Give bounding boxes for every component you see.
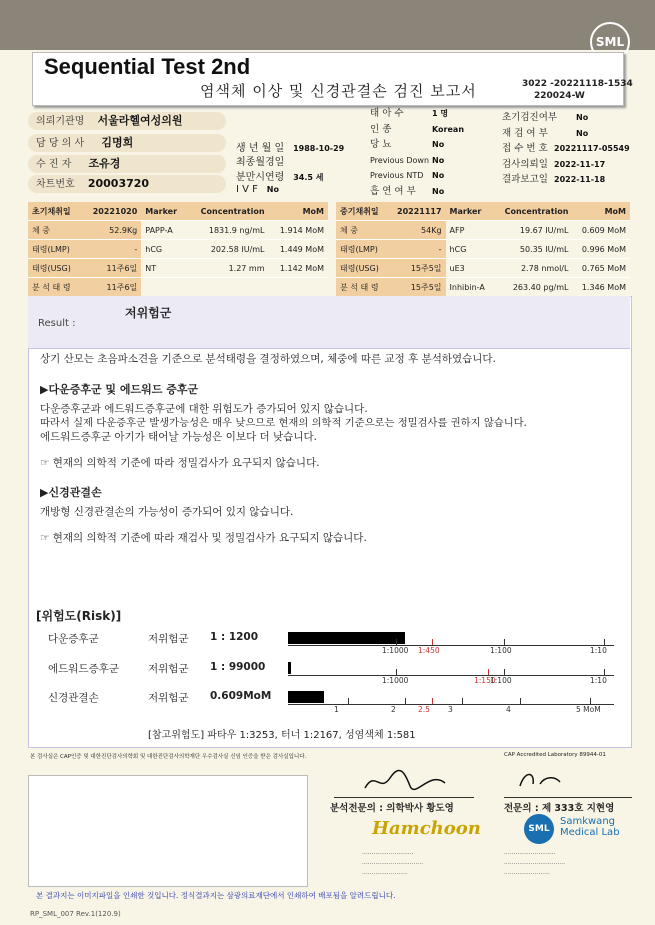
table-cell-l: 태령(USG) xyxy=(28,259,81,278)
doctor-value: 김명희 xyxy=(101,136,134,149)
risk-level: 저위험군 xyxy=(148,692,189,704)
race-value: Korean xyxy=(432,124,465,134)
report-title: Sequential Test 2nd xyxy=(44,54,251,79)
scale-label: 2 xyxy=(391,705,396,714)
table-cell-v: - xyxy=(388,240,446,259)
samkwang-address: ··························· ································ ························ xyxy=(504,851,566,878)
patient-row xyxy=(28,155,226,173)
result-intro: 상기 산모는 초음파소견을 기준으로 분석태령을 결정하였으며, 체중에 따른 교정 후 분석하였습니다. xyxy=(40,353,496,365)
risk-level: 저위험군 xyxy=(148,663,189,675)
table-row xyxy=(336,240,630,259)
scale-label: 1:10 xyxy=(590,646,607,655)
table-row xyxy=(336,202,630,221)
table-cell-l: 체 중 xyxy=(28,221,81,240)
table-cell-o: 1.142 MoM xyxy=(269,259,328,278)
report-subtitle: 염색체 이상 및 신경관결손 검진 보고서 xyxy=(200,82,477,100)
scale-tick xyxy=(405,698,406,704)
scale-label: 5 MoM xyxy=(576,705,601,714)
scale-tick xyxy=(604,639,605,645)
scale-tick xyxy=(604,669,605,675)
down-note: ☞ 현재의 의학적 기준에 따라 정밀검사가 요구되지 않습니다. xyxy=(40,457,320,469)
table-cell-m: Inhibin-A xyxy=(446,278,494,297)
samkwang-logo-icon: SML xyxy=(524,814,554,844)
scale-label: 2.5 xyxy=(418,705,430,714)
receipt-value: 20221117-05549 xyxy=(554,144,630,154)
scale-label: 1:100 xyxy=(490,676,512,685)
table-cell-v: 11주6일 xyxy=(81,278,141,297)
chart-row xyxy=(28,175,226,193)
chart-label: 차트번호 xyxy=(36,179,75,190)
risk-scale-line xyxy=(288,645,614,646)
table-cell-v: - xyxy=(81,240,141,259)
table-cell-c: 50.35 IU/mL xyxy=(493,240,572,259)
table-cell-c: Concentration xyxy=(187,202,269,221)
first-check-value: No xyxy=(576,113,589,122)
ivf-label: I V F xyxy=(236,184,258,195)
scale-tick xyxy=(504,669,505,675)
table-cell-l: 태령(USG) xyxy=(336,259,388,278)
fetus-value: 1 명 xyxy=(432,109,449,118)
fetus-label: 태 아 수 xyxy=(370,108,404,119)
ntd-line-1: 개방형 신경관결손의 가능성이 증가되어 있지 않습니다. xyxy=(40,506,294,518)
dob-value: 1988-10-29 xyxy=(293,144,345,153)
risk-value: 1 : 99000 xyxy=(210,661,266,673)
table-cell-o: 0.609 MoM xyxy=(572,221,630,240)
table-cell-o xyxy=(269,278,328,297)
signature-1-label: 분석전문의 : 의학박사 황도영 xyxy=(330,803,454,814)
scale-tick xyxy=(590,698,591,704)
ntd-section-heading: ▶신경관결손 xyxy=(40,486,102,499)
race-label: 인 종 xyxy=(370,123,392,135)
table-cell-m: hCG xyxy=(446,240,494,259)
dob-label: 생 년 월 일 xyxy=(236,143,285,154)
down-line-1: 다운증후군과 에드워드증후군에 대한 위험도가 증가되어 있지 않습니다. xyxy=(40,403,368,415)
table-cell-v: 54Kg xyxy=(388,221,446,240)
scale-label: 1:10 xyxy=(590,676,607,685)
report-number-line2: 220024-W xyxy=(534,91,585,101)
signature-1 xyxy=(360,768,450,794)
table-cell-m: AFP xyxy=(446,221,494,240)
table-cell-c: 263.40 pg/mL xyxy=(493,278,572,297)
table-cell-v: 52.9Kg xyxy=(81,221,141,240)
report-number-line1: 3022 -20221118-1534 xyxy=(522,79,633,89)
result-value: 저위험군 xyxy=(125,306,172,320)
receipt-label: 접 수 번 호 xyxy=(502,143,548,155)
risk-level: 저위험군 xyxy=(148,633,189,645)
scale-label: 1 xyxy=(334,705,339,714)
table-cell-m: PAPP-A xyxy=(141,221,186,240)
table-row xyxy=(28,259,328,278)
risk-bar xyxy=(288,632,405,644)
age-value: 34.5 세 xyxy=(293,173,324,182)
smoking-value: No xyxy=(432,186,445,196)
down-line-3: 에드워드증후군 아기가 태어날 가능성은 이보다 더 낮습니다. xyxy=(40,431,317,443)
scale-label: 1:450 xyxy=(418,646,440,655)
institution-value: 서울라헬여성의원 xyxy=(97,114,183,127)
footer-blank-box xyxy=(28,775,308,887)
risk-title: [위험도(Risk)] xyxy=(36,609,122,623)
table-cell-c: 2.78 nmol/L xyxy=(493,259,572,278)
age-row xyxy=(236,168,323,183)
risk-bar xyxy=(288,691,324,703)
down-section-text xyxy=(40,402,632,444)
scale-tick xyxy=(396,669,397,675)
institution-label: 의뢰기관명 xyxy=(36,116,85,127)
risk-name: 신경관결손 xyxy=(48,692,99,704)
risk-scale-line xyxy=(288,675,614,676)
scale-tick xyxy=(488,669,489,675)
table-row xyxy=(28,240,328,259)
down-line-2: 따라서 실제 다운증후군 발생가능성은 매우 낮으므로 현재의 의학적 기준으로는 정밀검사를 권하지 않습니다. xyxy=(40,417,527,429)
age-label: 분만시연령 xyxy=(236,172,285,183)
table-cell-o: 0.996 MoM xyxy=(572,240,630,259)
table-cell-m xyxy=(141,278,186,297)
accreditation-note: 본 검사실은 CAP인증 및 대한진단검사의학회 및 대한진단검사의학재단 우수검사실 신임 인증을 받은 검사실입니다. xyxy=(30,754,307,760)
table-cell-v: 20221020 xyxy=(81,202,141,221)
risk-name: 에드워드증후군 xyxy=(48,663,120,675)
smoking-label: 흡 연 여 부 xyxy=(370,185,416,197)
down-section-heading: ▶다운증후군 및 에드워드 증후군 xyxy=(40,383,199,396)
ivf-row xyxy=(236,184,279,195)
table-cell-m: uE3 xyxy=(446,259,494,278)
table-cell-o: 1.914 MoM xyxy=(269,221,328,240)
sml-logo: SML xyxy=(590,22,630,62)
scale-tick xyxy=(348,698,349,704)
prev-down-value: No xyxy=(432,155,445,165)
lmp-label: 최종월경일 xyxy=(236,157,285,168)
hamchoon-logo: Hamchoon xyxy=(372,818,481,839)
retest-label: 재 검 여 부 xyxy=(502,127,548,139)
risk-value: 1 : 1200 xyxy=(210,631,259,643)
report-number xyxy=(522,78,633,102)
scale-label: 1:100 xyxy=(490,646,512,655)
prev-ntd-value: No xyxy=(432,171,445,181)
table-cell-o: MoM xyxy=(269,202,328,221)
table-cell-l: 중기채취일 xyxy=(336,202,388,221)
table-row xyxy=(28,221,328,240)
table-cell-m: Marker xyxy=(446,202,494,221)
table-row xyxy=(28,278,328,297)
table-cell-v: 15주5일 xyxy=(388,259,446,278)
signature-2-line xyxy=(504,797,632,798)
table-cell-v: 15주5일 xyxy=(388,278,446,297)
test-date-value: 2022-11-17 xyxy=(554,159,606,169)
table-cell-v: 11주6일 xyxy=(81,259,141,278)
ntd-note: ☞ 현재의 의학적 기준에 따라 재검사 및 정밀검사가 요구되지 않습니다. xyxy=(40,532,367,544)
table-cell-l: 초기채취일 xyxy=(28,202,81,221)
scale-tick xyxy=(432,639,433,645)
signature-2-label: 전문의 : 제 333호 지현영 xyxy=(504,803,615,814)
samkwang-name xyxy=(560,816,620,838)
hamchoon-address: ··························· ································ ························ xyxy=(362,851,424,878)
retest-value: No xyxy=(576,128,589,138)
table-cell-l: 분 석 태 령 xyxy=(28,278,81,297)
table-row xyxy=(336,221,630,240)
reference-risk: [참고위험도] 파타우 1:3253, 터너 1:2167, 성염색체 1:581 xyxy=(148,730,416,741)
second-trimester-table xyxy=(336,202,630,297)
patient-value: 조유경 xyxy=(88,157,121,170)
table-cell-l: 태령(LMP) xyxy=(336,240,388,259)
scale-tick xyxy=(504,639,505,645)
table-row xyxy=(336,259,630,278)
patient-label: 수 진 자 xyxy=(36,159,72,170)
result-band xyxy=(28,296,630,349)
test-date-label: 검사의뢰일 xyxy=(502,158,548,170)
table-row xyxy=(336,278,630,297)
first-check-label: 초기검진여부 xyxy=(502,112,558,123)
scale-tick xyxy=(462,698,463,704)
table-cell-c xyxy=(187,278,269,297)
form-code: RP_SML_007 Rev.1(120.9) xyxy=(30,910,121,918)
table-cell-o: MoM xyxy=(572,202,630,221)
prev-ntd-label: Previous NTD xyxy=(370,171,424,181)
scale-tick xyxy=(432,698,433,704)
chart-value: 20003720 xyxy=(87,177,150,190)
samkwang-name-2: Medical Lab xyxy=(560,827,620,838)
dob-row xyxy=(236,139,344,154)
scale-label: 1:150 xyxy=(474,676,496,685)
signature-2 xyxy=(515,768,565,792)
ivf-value: No xyxy=(266,185,279,194)
table-cell-o: 1.346 MoM xyxy=(572,278,630,297)
doctor-row xyxy=(28,134,226,152)
scale-label: 1:1000 xyxy=(382,676,409,685)
first-trimester-table xyxy=(28,202,328,297)
table-cell-l: 분 석 태 령 xyxy=(336,278,388,297)
table-cell-o: 1.449 MoM xyxy=(269,240,328,259)
doctor-label: 담 당 의 사 xyxy=(36,138,85,149)
result-date-value: 2022-11-18 xyxy=(554,175,606,185)
prev-down-label: Previous Down xyxy=(370,155,430,165)
cap-note: CAP Accredited Laboratory 89944-01 xyxy=(504,752,606,758)
signature-1-line xyxy=(334,797,474,798)
footer-disclaimer: 본 결과지는 이미지파일을 인쇄한 것입니다. 정식결과지는 삼광의료재단에서 인쇄하여 배포됨을 알려드립니다. xyxy=(36,891,396,900)
table-cell-m: Marker xyxy=(141,202,186,221)
test-info xyxy=(502,110,630,188)
table-cell-o: 0.765 MoM xyxy=(572,259,630,278)
result-date-label: 결과보고일 xyxy=(502,174,548,186)
table-cell-c: Concentration xyxy=(493,202,572,221)
table-cell-v: 20221117 xyxy=(388,202,446,221)
table-row xyxy=(28,202,328,221)
risk-name: 다운증후군 xyxy=(48,633,99,645)
scale-label: 3 xyxy=(448,705,453,714)
institution-row xyxy=(28,112,226,130)
diabetes-label: 당 뇨 xyxy=(370,139,392,151)
header-bar xyxy=(0,0,655,50)
table-cell-c: 1.27 mm xyxy=(187,259,269,278)
scale-label: 4 xyxy=(506,705,511,714)
table-cell-c: 202.58 IU/mL xyxy=(187,240,269,259)
table-cell-l: 체 중 xyxy=(336,221,388,240)
diabetes-value: No xyxy=(432,140,445,150)
scale-tick xyxy=(520,698,521,704)
table-cell-l: 태령(LMP) xyxy=(28,240,81,259)
table-cell-m: NT xyxy=(141,259,186,278)
risk-value: 0.609MoM xyxy=(210,690,272,702)
scale-label: 1:1000 xyxy=(382,646,409,655)
samkwang-name-1: Samkwang xyxy=(560,816,615,827)
result-label: Result : xyxy=(38,318,76,329)
risk-bar xyxy=(288,662,291,674)
table-cell-c: 1831.9 ng/mL xyxy=(187,221,269,240)
table-cell-c: 19.67 IU/mL xyxy=(493,221,572,240)
scale-tick xyxy=(396,639,397,645)
table-cell-m: hCG xyxy=(141,240,186,259)
pregnancy-info xyxy=(370,106,464,200)
